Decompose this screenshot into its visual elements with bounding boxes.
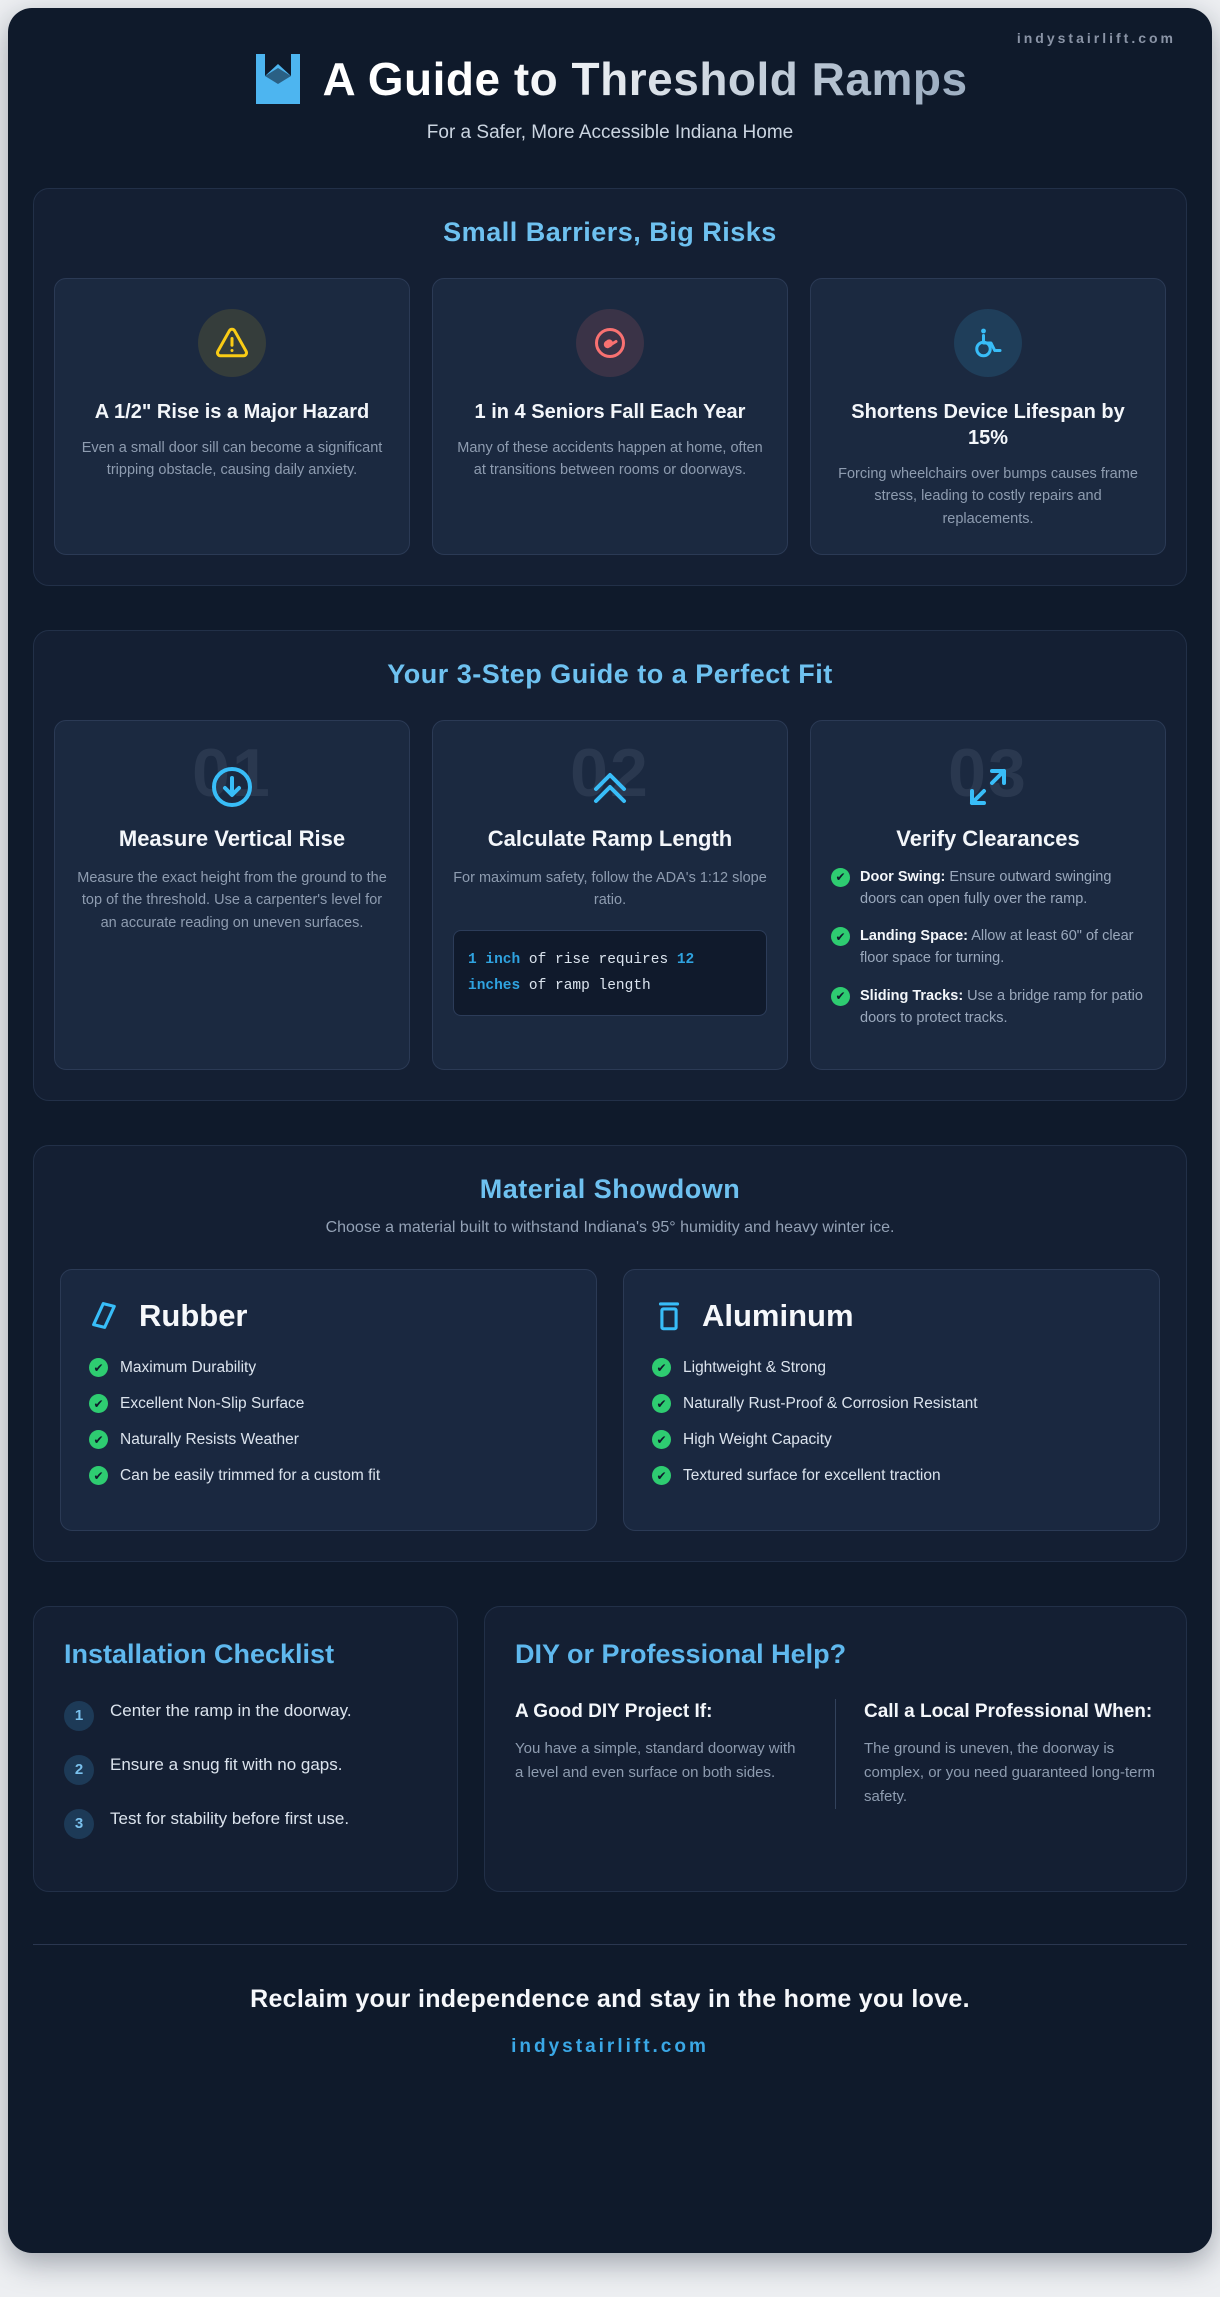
- step-badge: 1: [64, 1701, 94, 1731]
- material-feature: ✔ Lightweight & Strong: [652, 1358, 1131, 1377]
- ratio-rise-value: 1 inch: [468, 951, 521, 968]
- material-feature: ✔ Naturally Resists Weather: [89, 1430, 568, 1449]
- arrow-down-circle-icon: [208, 763, 256, 811]
- fall-alert-icon: [592, 325, 628, 361]
- check-circle-icon: ✔: [652, 1394, 671, 1413]
- step-card-calculate: [432, 720, 788, 1070]
- step-title: Measure Vertical Rise: [118, 826, 346, 852]
- footer-tagline: Reclaim your independence and stay in the home you love.: [250, 1984, 970, 2013]
- check-circle-icon: ✔: [652, 1358, 671, 1377]
- check-circle-icon: ✔: [831, 927, 850, 946]
- materials-subtitle: Choose a material built to withstand Indiana's 95° humidity and heavy winter ice.: [325, 1219, 895, 1237]
- chevrons-up-icon: [586, 763, 634, 811]
- material-feature: ✔ Can be easily trimmed for a custom fit: [89, 1466, 568, 1485]
- page-subtitle: For a Safer, More Accessible Indiana Home: [426, 122, 794, 143]
- steps-title: Your 3-Step Guide to a Perfect Fit: [387, 659, 833, 690]
- expand-arrows-icon: [964, 763, 1012, 811]
- diy-body: You have a simple, standard doorway with a level and even surface on both sides.: [515, 1740, 796, 1782]
- step-title: Calculate Ramp Length: [487, 826, 733, 852]
- material-feature: ✔ Excellent Non-Slip Surface: [89, 1394, 568, 1413]
- page-title: A Guide to Threshold Ramps: [322, 53, 968, 105]
- risk-card-senior-falls: [432, 278, 788, 555]
- pro-column: [835, 1699, 1156, 1810]
- checklist-item: 1 Center the ramp in the doorway.: [64, 1699, 427, 1731]
- warning-triangle-icon: [214, 325, 250, 361]
- check-circle-icon: ✔: [831, 868, 850, 887]
- check-circle-icon: ✔: [89, 1466, 108, 1485]
- risk-card-trip-hazard: [54, 278, 410, 555]
- risk-card-title: 1 in 4 Seniors Fall Each Year: [474, 401, 746, 423]
- risks-title: Small Barriers, Big Risks: [443, 217, 777, 247]
- step-badge: 2: [64, 1755, 94, 1785]
- pro-body: The ground is uneven, the doorway is complex, or you need guaranteed long-term safety.: [864, 1740, 1156, 1806]
- clearance-item-door-swing: ✔ Door Swing: Ensure outward swinging doors can open fully over the ramp.: [831, 867, 1145, 911]
- diy-column: [515, 1699, 835, 1810]
- risk-card-title: Shortens Device Lifespan by 15%: [851, 401, 1125, 449]
- material-name: Aluminum: [702, 1298, 854, 1334]
- section-steps: [33, 630, 1187, 1101]
- pro-heading: Call a Local Professional When:: [864, 1700, 1153, 1722]
- rubber-ramp-icon: [89, 1299, 123, 1333]
- materials-title: Material Showdown: [479, 1174, 741, 1205]
- check-circle-icon: ✔: [89, 1358, 108, 1377]
- footer-site-link[interactable]: indystairlift.com: [511, 2035, 709, 2057]
- risk-card-body: Forcing wheelchairs over bumps causes frame stress, leading to costly repairs and replacements.: [838, 466, 1138, 527]
- site-watermark-link[interactable]: indystairlift.com: [1016, 30, 1176, 46]
- material-feature: ✔ Naturally Rust-Proof & Corrosion Resistant: [652, 1394, 1131, 1413]
- ratio-length-value: 12 inches: [468, 951, 695, 994]
- stairlift-logo-icon: [252, 50, 304, 108]
- footer: [33, 1944, 1187, 2058]
- step-body: For maximum safety, follow the ADA's 1:12 slope ratio.: [453, 869, 767, 909]
- step-card-clearances: [810, 720, 1166, 1070]
- risk-card-title: A 1/2" Rise is a Major Hazard: [94, 401, 370, 423]
- diy-heading: A Good DIY Project If:: [515, 1700, 713, 1722]
- check-circle-icon: ✔: [652, 1430, 671, 1449]
- step-number: 02: [570, 735, 650, 812]
- checklist-title: Installation Checklist: [64, 1639, 335, 1670]
- check-circle-icon: ✔: [89, 1430, 108, 1449]
- infographic-page: [8, 8, 1212, 2253]
- step-body: Measure the exact height from the ground to the top of the threshold. Use a carpenter's level for an accurate reading on uneven surfaces.: [77, 869, 387, 931]
- diy-or-pro-title: DIY or Professional Help?: [515, 1639, 847, 1670]
- aluminum-panel-icon: [652, 1299, 686, 1333]
- check-circle-icon: ✔: [831, 987, 850, 1006]
- risk-card-device-lifespan: [810, 278, 1166, 555]
- section-materials: [33, 1145, 1187, 1562]
- clearance-item-sliding-tracks: ✔ Sliding Tracks: Use a bridge ramp for patio doors to protect tracks.: [831, 986, 1145, 1030]
- checklist-item: 2 Ensure a snug fit with no gaps.: [64, 1753, 427, 1785]
- step-number: 03: [948, 735, 1028, 812]
- material-card-aluminum: [623, 1269, 1160, 1531]
- step-title: Verify Clearances: [896, 826, 1080, 852]
- section-installation-checklist: [33, 1606, 458, 1891]
- section-risks: [33, 188, 1187, 586]
- step-number: 01: [192, 735, 272, 812]
- material-feature: ✔ High Weight Capacity: [652, 1430, 1131, 1449]
- risk-card-body: Even a small door sill can become a significant tripping obstacle, causing daily anxiety.: [81, 440, 383, 479]
- header: [33, 34, 1187, 144]
- wheelchair-icon: [970, 325, 1006, 361]
- material-feature: ✔ Maximum Durability: [89, 1358, 568, 1377]
- material-card-rubber: [60, 1269, 597, 1531]
- material-name: Rubber: [139, 1298, 248, 1334]
- risk-card-body: Many of these accidents happen at home, often at transitions between rooms or doorways.: [457, 440, 763, 479]
- check-circle-icon: ✔: [89, 1394, 108, 1413]
- ada-ratio-code-block: 1 inch of rise requires 12 inches of ramp length: [453, 930, 767, 1016]
- material-feature: ✔ Textured surface for excellent traction: [652, 1466, 1131, 1485]
- clearance-item-landing-space: ✔ Landing Space: Allow at least 60" of clear floor space for turning.: [831, 926, 1145, 970]
- step-badge: 3: [64, 1809, 94, 1839]
- section-diy-or-pro: [484, 1606, 1187, 1891]
- checklist-item: 3 Test for stability before first use.: [64, 1807, 427, 1839]
- step-card-measure: [54, 720, 410, 1070]
- check-circle-icon: ✔: [652, 1466, 671, 1485]
